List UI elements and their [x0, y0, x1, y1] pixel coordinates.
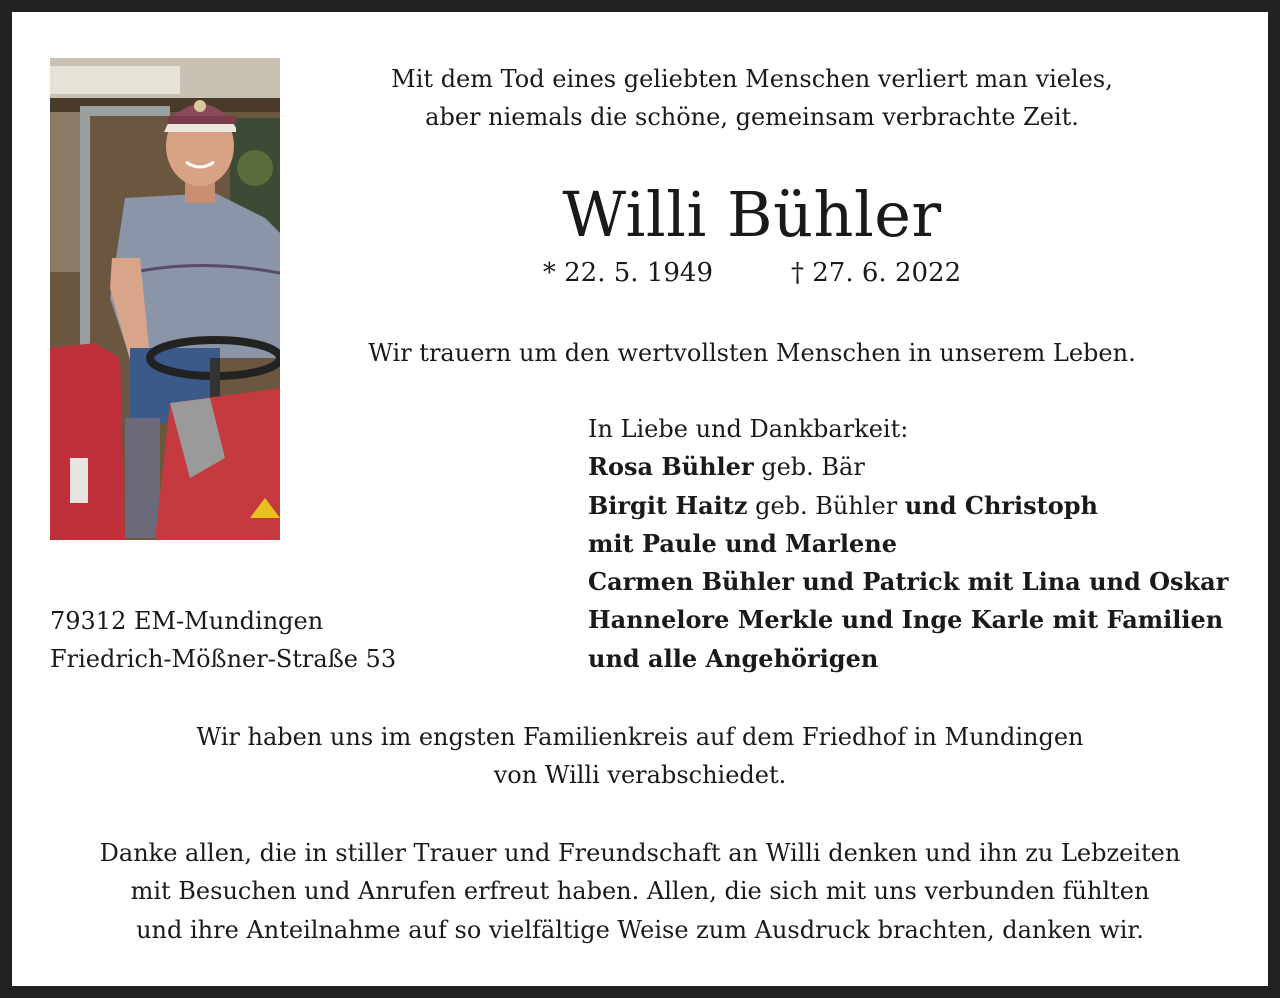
- mourner-name: Birgit Haitz: [588, 490, 748, 520]
- opening-quote: [302, 60, 1202, 136]
- birth-date: * 22. 5. 1949: [542, 258, 713, 288]
- quote-line: Mit dem Tod eines geliebten Menschen verliert man vieles,: [391, 65, 1113, 93]
- maiden-name-note: geb. Bär: [753, 453, 865, 482]
- maiden-name-note: geb. Bühler: [747, 491, 905, 520]
- mourner-name: Hannelore Merkle und Inge Karle mit Familien: [588, 605, 1224, 635]
- farewell-notice: [52, 718, 1228, 795]
- mourner-name: Carmen Bühler und Patrick mit Lina und Oskar: [588, 567, 1229, 597]
- thanks-line: mit Besuchen und Anrufen erfreut haben. Allen, die sich mit uns verbunden fühlten: [130, 877, 1150, 906]
- mourner-name: und alle Angehörigen: [588, 643, 879, 673]
- mourner-row: [588, 487, 1258, 525]
- thank-you-note: [52, 834, 1228, 949]
- mourner-row: [588, 563, 1258, 601]
- mourner-name: Rosa Bühler: [588, 452, 754, 482]
- farewell-line: von Willi verabschiedet.: [493, 761, 787, 790]
- portrait-photo: [50, 58, 280, 540]
- death-date: † 27. 6. 2022: [791, 258, 962, 288]
- address-street: Friedrich-Mößner-Straße 53: [50, 645, 397, 674]
- mourner-row: [588, 601, 1258, 639]
- quote-line: aber niemals die schöne, gemeinsam verbrachte Zeit.: [425, 103, 1079, 131]
- farewell-line: Wir haben uns im engsten Familienkreis auf dem Friedhof in Mundingen: [196, 723, 1084, 751]
- mourners-intro: In Liebe und Dankbarkeit:: [588, 415, 909, 443]
- mourner-row: [588, 525, 1258, 563]
- thanks-line: und ihre Anteilnahme auf so vielfältige Weise zum Ausdruck brachten, danken wir.: [136, 915, 1144, 944]
- life-dates: [302, 256, 1202, 290]
- mourner-row: [588, 640, 1258, 678]
- mourner-name: mit Paule und Marlene: [588, 528, 897, 558]
- mourners-list: [588, 410, 1258, 678]
- family-address: [50, 602, 550, 679]
- thanks-line: Danke allen, die in stiller Trauer und Freundschaft an Willi denken und ihn zu Lebzeiten: [99, 839, 1181, 867]
- deceased-name: Willi Bühler: [562, 178, 942, 251]
- mourner-row: [588, 448, 1258, 486]
- mourning-statement: Wir trauern um den wertvollsten Menschen in unserem Leben.: [368, 339, 1136, 367]
- address-city: 79312 EM-Mundingen: [50, 607, 324, 635]
- obituary-notice: [12, 12, 1268, 986]
- mourner-partner: und Christoph: [904, 490, 1098, 520]
